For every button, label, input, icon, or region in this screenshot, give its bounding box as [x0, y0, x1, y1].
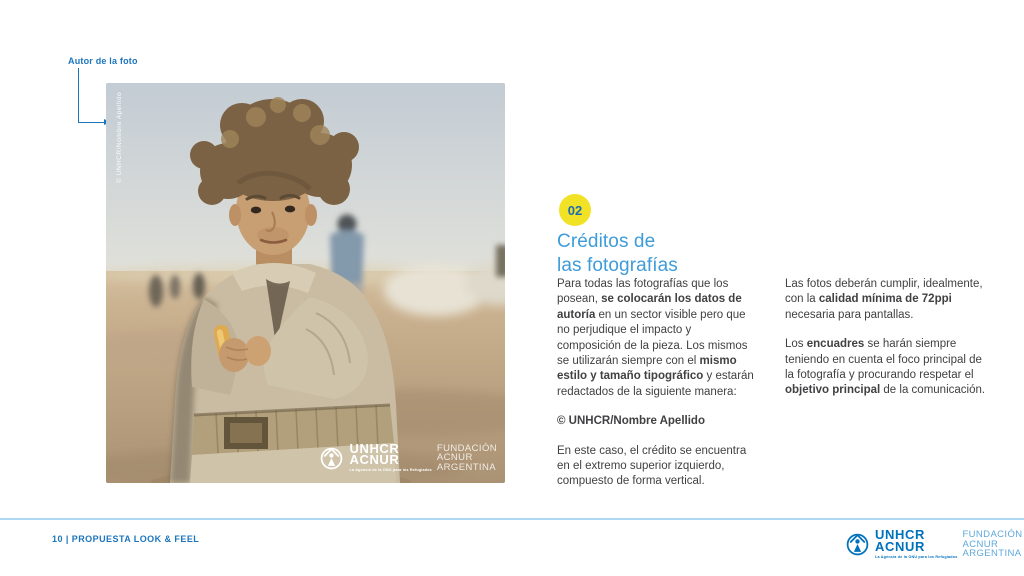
section-title-line: Créditos de — [557, 231, 656, 252]
annotation-label: Autor de la foto — [68, 56, 138, 66]
logo-tagline: La Agencia de la ONU para los Refugiados — [875, 554, 958, 559]
section-number-badge: 02 — [559, 194, 591, 226]
example-photo — [106, 83, 505, 483]
footer-divider — [0, 518, 1024, 520]
annotation-connector-line — [78, 122, 105, 123]
logo-acnur-text: ACNUR — [349, 452, 400, 467]
paragraph: Las fotos deberán cumplir, idealmente, con la calidad mínima de 72ppi necesaria para pantallas. — [785, 278, 983, 321]
photo-credit-vertical: © UNHCR/Nombre Apellido — [116, 91, 123, 183]
unhcr-acnur-logo — [845, 529, 1023, 559]
unhcr-emblem-icon — [845, 531, 870, 556]
section-title-line: las fotografías — [557, 254, 678, 276]
unhcr-emblem-icon — [319, 445, 344, 470]
logo-fundacion-line: ARGENTINA — [436, 461, 496, 473]
text-column-2 — [785, 277, 993, 413]
paragraph: Para todas las fotografías que los posean, se colocarán los datos de autoría en un sector visible pero que no perjudique el impacto y composición de la pieza. Los mismos se utilizarán siempre con el mismo estilo y tamaño tipográfico y estarán redactados de la siguiente manera: — [557, 278, 754, 398]
unhcr-acnur-logo-white — [319, 440, 497, 473]
logo-fundacion-line: FUNDACIÓN — [436, 442, 497, 454]
paragraph: Los encuadres se harán siempre teniendo en cuenta el foco principal de la fotografía y procurando respetar el objetivo principal de la comunicación. — [785, 338, 986, 397]
photo-illustration — [106, 83, 505, 483]
logo-acnur-text: ACNUR — [875, 538, 925, 554]
text-column-1 — [557, 277, 755, 504]
logo-fundacion-line: ACNUR — [436, 452, 473, 463]
paragraph: © UNHCR/Nombre Apellido — [557, 415, 705, 428]
logo-fundacion-line: ACNUR — [962, 538, 999, 550]
logo-unhcr-text: UNHCR — [349, 440, 400, 456]
page-footer-label: 10 | PROPUESTA LOOK & FEEL — [52, 534, 200, 544]
annotation-connector-line — [78, 68, 79, 122]
paragraph: En este caso, el crédito se encuentra en el extremo superior izquierdo, compuesto de forma vertical. — [557, 444, 747, 488]
logo-tagline: La Agencia de la ONU para los Refugiados — [349, 468, 432, 472]
logo-fundacion-line: FUNDACIÓN — [962, 529, 1023, 540]
logo-fundacion-line: ARGENTINA — [962, 548, 1022, 559]
section-title — [557, 230, 678, 277]
logo-unhcr-text: UNHCR — [875, 527, 925, 542]
